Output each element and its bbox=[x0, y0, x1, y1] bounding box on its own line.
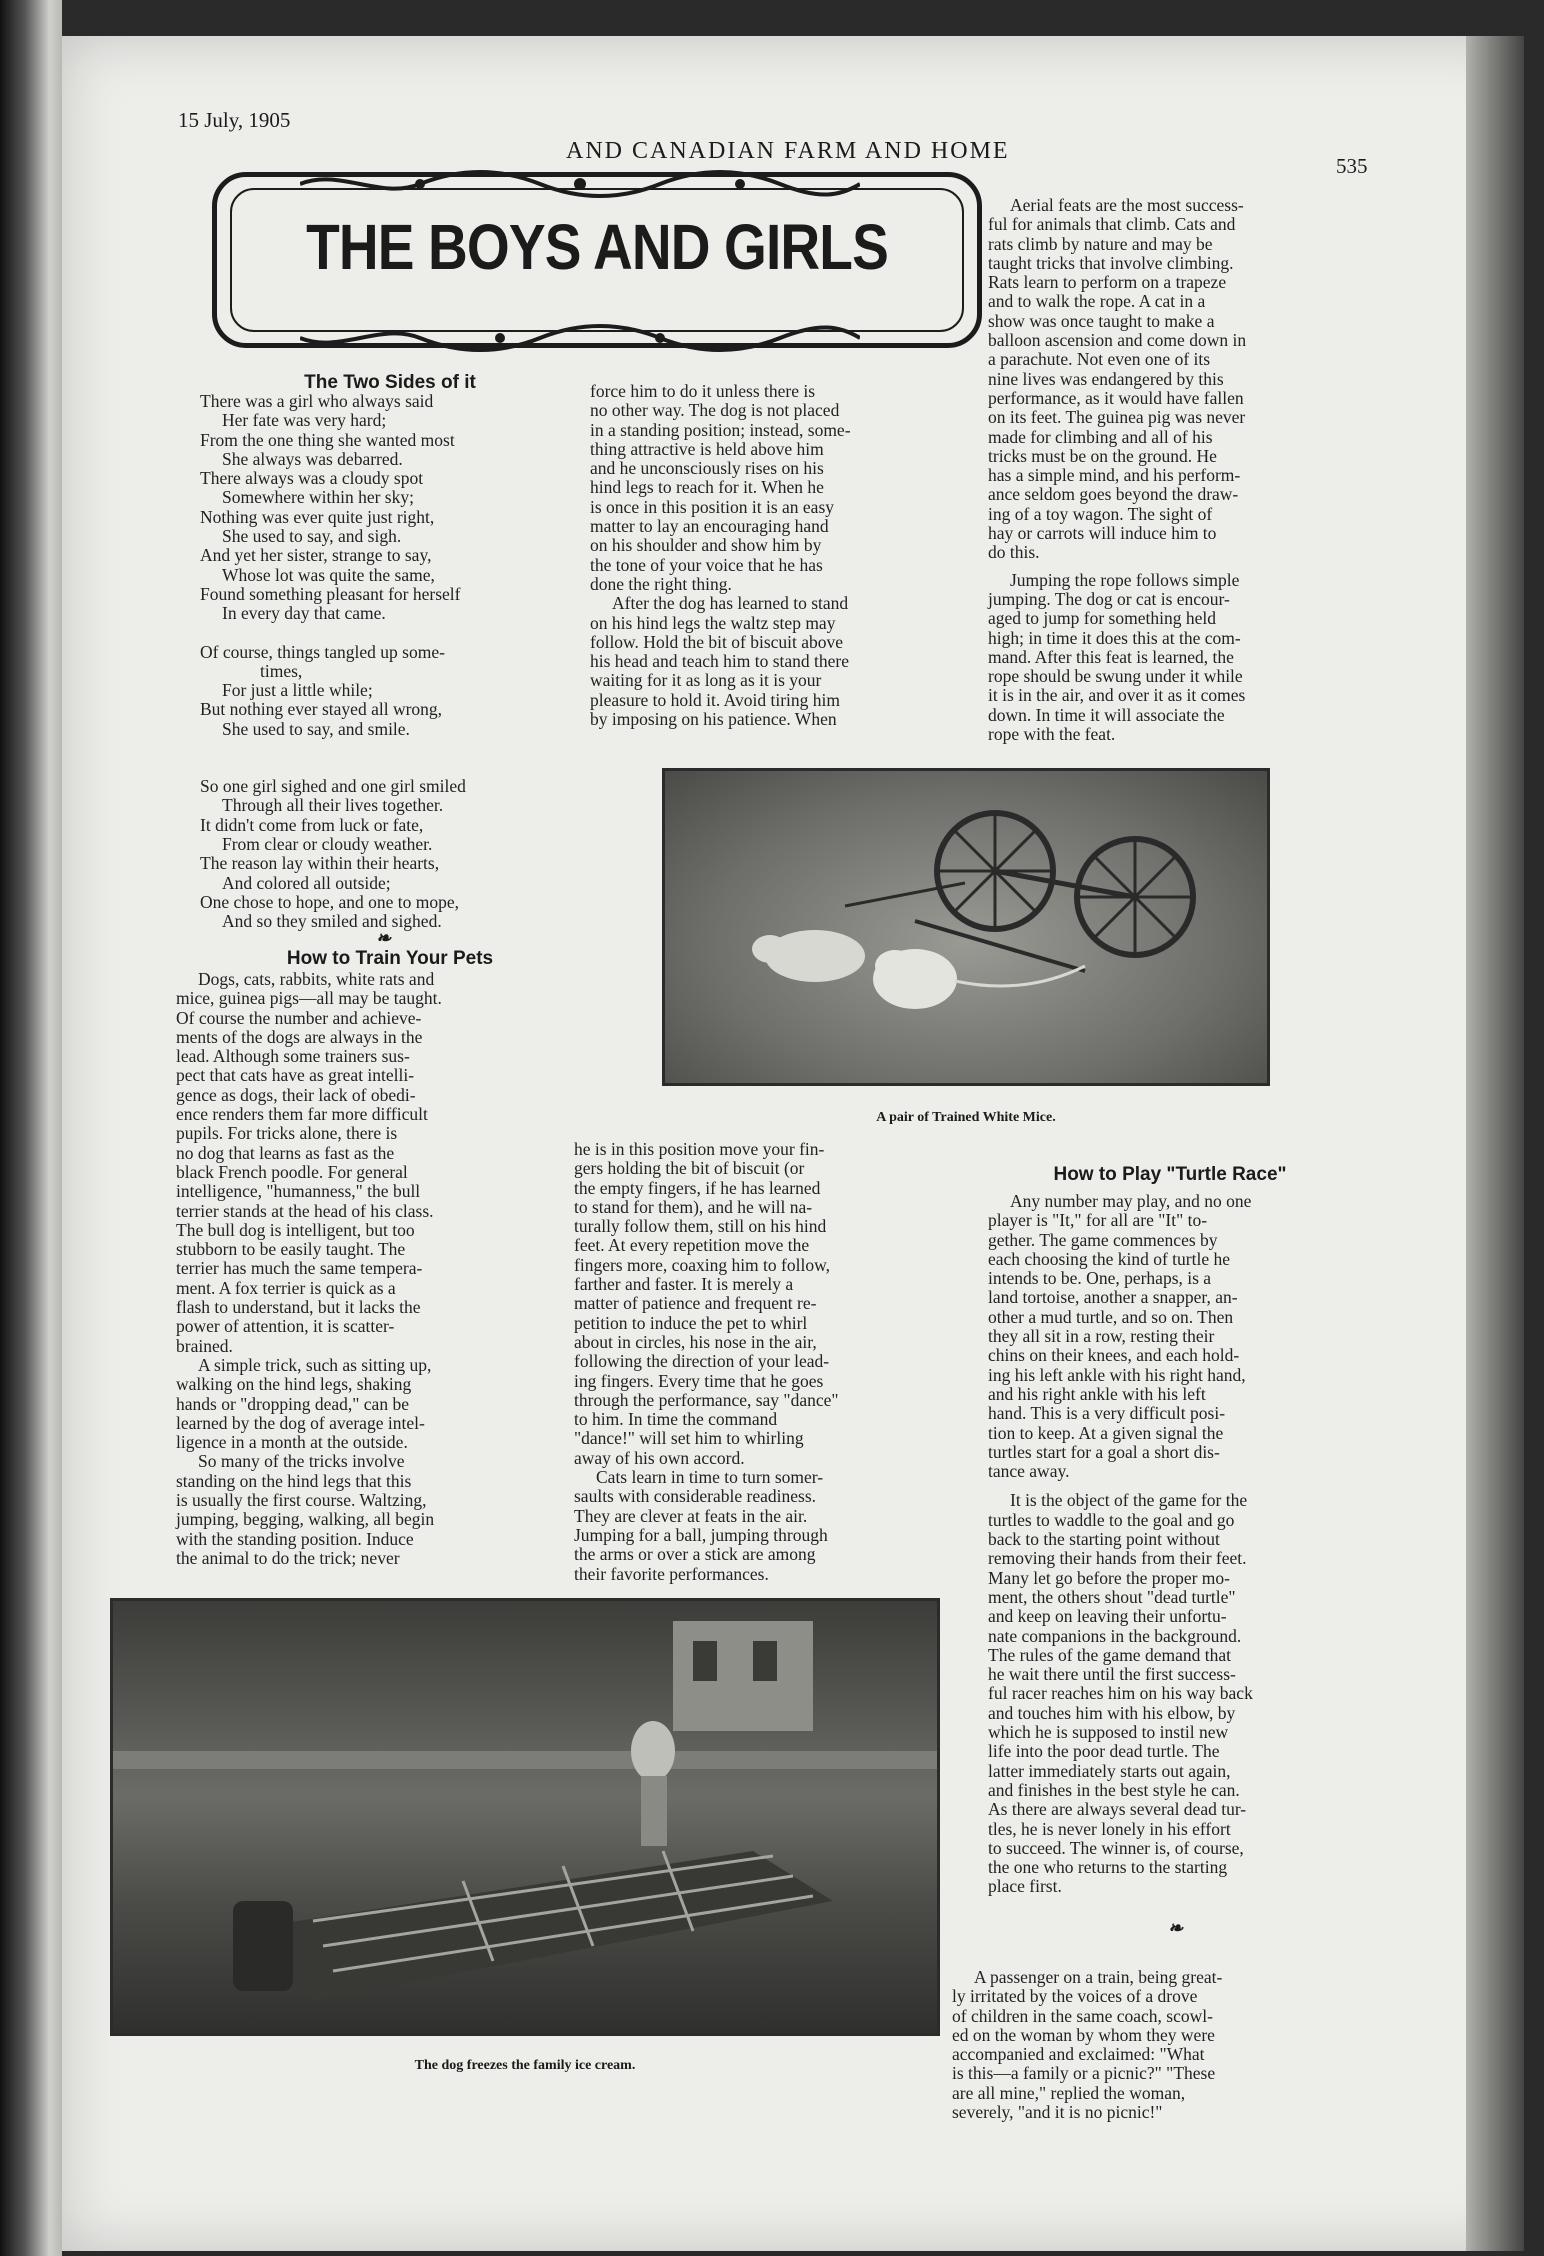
poem-line: The reason lay within their hearts, bbox=[200, 853, 440, 874]
text-line: the tone of your voice that he has bbox=[590, 554, 823, 575]
text-line: thing attractive is held above him bbox=[590, 438, 824, 459]
text-line: It is the object of the game for the bbox=[1010, 1490, 1248, 1511]
text-line: A passenger on a train, being great- bbox=[974, 1967, 1223, 1987]
poem-line: It didn't come from luck or fate, bbox=[200, 814, 424, 835]
text-line: saults with considerable readiness. bbox=[574, 1486, 817, 1507]
anecdote-column bbox=[952, 1968, 1324, 2122]
text-line: waiting for it as long as it is your bbox=[590, 670, 822, 691]
text-line: no dog that learns as fast as the bbox=[176, 1142, 395, 1163]
text-line: to succeed. The winner is, of course, bbox=[988, 1837, 1244, 1858]
text-line: So many of the tricks involve bbox=[198, 1451, 405, 1472]
text-line: following the direction of your lead- bbox=[574, 1351, 830, 1372]
text-line: gether. The game commences by bbox=[988, 1229, 1218, 1250]
text-line: As there are always several dead tur- bbox=[988, 1799, 1247, 1820]
mice-and-wagon-illustration bbox=[665, 771, 1267, 1083]
text-line: on his shoulder and show him by bbox=[590, 535, 822, 556]
turtle-race-heading: How to Play "Turtle Race" bbox=[1053, 1164, 1287, 1185]
text-line: nate companions in the background. bbox=[988, 1625, 1242, 1646]
text-line: flash to understand, but it lacks the bbox=[176, 1297, 421, 1318]
mice-photo bbox=[662, 768, 1270, 1086]
poem-line: One chose to hope, and one to mope, bbox=[200, 891, 460, 912]
text-line: removing their hands from their feet. bbox=[988, 1548, 1247, 1569]
text-line: walking on the hind legs, shaking bbox=[176, 1374, 412, 1395]
book-gutter-right bbox=[1466, 36, 1524, 2251]
text-line: petition to induce the pet to whirl bbox=[574, 1312, 808, 1333]
text-line: accompanied and exclaimed: "What bbox=[952, 2044, 1205, 2065]
text-line: which he is supposed to instil new bbox=[988, 1722, 1229, 1743]
text-line: his head and teach him to stand there bbox=[590, 651, 850, 672]
text-line: by imposing on his patience. When bbox=[590, 709, 837, 730]
text-line: on its feet. The guinea pig was never bbox=[988, 407, 1246, 428]
poem-line: She used to say, and sigh. bbox=[222, 526, 402, 547]
text-line: down. In time it will associate the bbox=[988, 704, 1225, 725]
text-line: aged to jump for something held bbox=[988, 608, 1216, 629]
poem-line: Of course, things tangled up some- bbox=[200, 641, 445, 662]
text-line: They are clever at feats in the air. bbox=[574, 1505, 808, 1526]
text-line: mice, guinea pigs—all may be taught. bbox=[176, 988, 442, 1009]
text-line: to stand for them), and he will na- bbox=[574, 1196, 813, 1217]
text-line: The rules of the game demand that bbox=[988, 1644, 1231, 1665]
section-banner-title: THE BOYS AND GIRLS bbox=[306, 211, 888, 283]
text-line: pupils. For tricks alone, there is bbox=[176, 1123, 398, 1144]
pets-column-1 bbox=[176, 970, 548, 1568]
text-line: and to walk the rope. A cat in a bbox=[988, 291, 1206, 312]
poem-line: In every day that came. bbox=[222, 603, 386, 624]
scroll-ornament-top bbox=[300, 166, 860, 202]
dog-photo-caption: The dog freezes the family ice cream. bbox=[414, 2058, 636, 2073]
text-line: tion to keep. At a given signal the bbox=[988, 1422, 1224, 1443]
poem-line: There always was a cloudy spot bbox=[200, 468, 424, 489]
mice-photo-caption: A pair of Trained White Mice. bbox=[876, 1110, 1056, 1125]
text-line: turtles start for a goal a short dis- bbox=[988, 1441, 1220, 1462]
book-spine-left bbox=[0, 0, 62, 2256]
text-line: rope should be swung under it while bbox=[988, 666, 1243, 687]
text-line: fingers more, coaxing him to follow, bbox=[574, 1254, 830, 1275]
text-line: the animal to do the trick; never bbox=[176, 1547, 400, 1568]
text-line: intelligence, "humanness," the bull bbox=[176, 1181, 421, 1202]
running-head: AND CANADIAN FARM AND HOME bbox=[566, 138, 1010, 164]
pets-column-2-top bbox=[590, 382, 962, 729]
text-line: he is in this position move your fin- bbox=[574, 1139, 825, 1159]
text-line: taught tricks that involve climbing. bbox=[988, 252, 1234, 273]
text-line: the empty fingers, if he has learned bbox=[574, 1177, 821, 1198]
text-line: A simple trick, such as sitting up, bbox=[198, 1354, 432, 1375]
text-line: pleasure to hold it. Avoid tiring him bbox=[590, 689, 840, 710]
poem-line: And colored all outside; bbox=[222, 872, 391, 893]
poem-line: Her fate was very hard; bbox=[222, 410, 387, 431]
text-line: player is "It," for all are "It" to- bbox=[988, 1210, 1208, 1231]
text-line: has a simple mind, and his perform- bbox=[988, 465, 1241, 486]
text-line: farther and faster. It is merely a bbox=[574, 1274, 794, 1295]
text-line: ence renders them far more difficult bbox=[176, 1104, 428, 1125]
text-line: show was once taught to make a bbox=[988, 310, 1215, 331]
text-line: matter to lay an encouraging hand bbox=[590, 516, 829, 537]
text-line: jumping. The dog or cat is encour- bbox=[988, 588, 1230, 609]
text-line: ly irritated by the voices of a drove bbox=[952, 1986, 1198, 2007]
text-line: and his right ankle with his left bbox=[988, 1383, 1206, 1404]
text-line: gers holding the bit of biscuit (or bbox=[574, 1158, 805, 1179]
text-line: ance seldom goes beyond the draw- bbox=[988, 484, 1239, 505]
text-line: away of his own accord. bbox=[574, 1447, 745, 1468]
text-line: Any number may play, and no one bbox=[1010, 1191, 1252, 1211]
text-line: their favorite performances. bbox=[574, 1563, 769, 1584]
text-line: done the right thing. bbox=[590, 573, 732, 594]
text-line: ed on the woman by whom they were bbox=[952, 2024, 1215, 2045]
text-line: turtles to waddle to the goal and go bbox=[988, 1509, 1235, 1530]
text-line: and touches him with his elbow, by bbox=[988, 1702, 1236, 1723]
text-line: performance, as it would have fallen bbox=[988, 387, 1244, 408]
text-line: turally follow them, still on his hind bbox=[574, 1216, 827, 1237]
text-line: of children in the same coach, scowl- bbox=[952, 2005, 1213, 2026]
poem-line: times, bbox=[260, 660, 303, 681]
text-line: power of attention, it is scatter- bbox=[176, 1316, 395, 1337]
text-line: ful racer reaches him on his way back bbox=[988, 1683, 1253, 1704]
text-line: tricks must be on the ground. He bbox=[988, 445, 1217, 466]
section-dingbat: ❧ bbox=[376, 928, 392, 948]
turtle-race-column bbox=[988, 1192, 1360, 1897]
text-line: Aerial feats are the most success- bbox=[1010, 195, 1244, 215]
poem-line: She always was debarred. bbox=[222, 448, 403, 469]
poem-block bbox=[200, 392, 580, 931]
text-line: other a mud turtle, and so on. Then bbox=[988, 1306, 1234, 1327]
text-line: they all sit in a row, resting their bbox=[988, 1326, 1215, 1347]
text-line: he wait there until the first success- bbox=[988, 1664, 1236, 1685]
text-line: gence as dogs, their lack of obedi- bbox=[176, 1084, 416, 1105]
text-line: ligence in a month at the outside. bbox=[176, 1432, 408, 1453]
text-line: and keep on leaving their unfortu- bbox=[988, 1606, 1227, 1627]
text-line: in a standing position; instead, some- bbox=[590, 419, 851, 440]
text-line: Rats learn to perform on a trapeze bbox=[988, 272, 1227, 293]
dog-with-ice-cream-freezer-illustration bbox=[113, 1601, 937, 2033]
section-dingbat: ❧ bbox=[1168, 1918, 1184, 1938]
poem-line: But nothing ever stayed all wrong, bbox=[200, 699, 443, 720]
issue-date: 15 July, 1905 bbox=[178, 108, 291, 132]
text-line: rats climb by nature and may be bbox=[988, 233, 1213, 254]
text-line: ful for animals that climb. Cats and bbox=[988, 214, 1236, 235]
poem-line: There was a girl who always said bbox=[200, 391, 434, 411]
text-line: latter immediately starts out again, bbox=[988, 1760, 1231, 1781]
poem-line: Found something pleasant for herself bbox=[200, 583, 461, 604]
text-line: high; in time it does this at the com- bbox=[988, 627, 1241, 648]
text-line: learned by the dog of average intel- bbox=[176, 1412, 425, 1433]
poem-line: Through all their lives together. bbox=[222, 795, 444, 816]
text-line: is usually the first course. Waltzing, bbox=[176, 1490, 427, 1511]
text-line: nine lives was endangered by this bbox=[988, 368, 1224, 389]
text-line: a parachute. Not even one of its bbox=[988, 349, 1211, 370]
text-line: the arms or over a stick are among bbox=[574, 1544, 816, 1565]
text-line: brained. bbox=[176, 1335, 233, 1356]
text-line: Jumping for a ball, jumping through bbox=[574, 1524, 828, 1545]
text-line: hand. This is a very difficult posi- bbox=[988, 1403, 1226, 1424]
text-line: ment. A fox terrier is quick as a bbox=[176, 1277, 396, 1298]
text-line: force him to do it unless there is bbox=[590, 381, 816, 401]
poem-line: She used to say, and smile. bbox=[222, 718, 410, 739]
text-line: mand. After this feat is learned, the bbox=[988, 646, 1234, 667]
text-line: terrier stands at the head of his class. bbox=[176, 1200, 434, 1221]
text-line: pect that cats have as great intelli- bbox=[176, 1065, 415, 1086]
page-number: 535 bbox=[1336, 154, 1368, 178]
text-line: ments of the dogs are always in the bbox=[176, 1026, 423, 1047]
text-line: balloon ascension and come down in bbox=[988, 330, 1247, 351]
text-line: stubborn to be easily taught. The bbox=[176, 1239, 406, 1260]
text-line: ing of a toy wagon. The sight of bbox=[988, 503, 1213, 524]
pets-heading: How to Train Your Pets bbox=[286, 948, 494, 969]
text-line: are all mine," replied the woman, bbox=[952, 2082, 1186, 2103]
poem-line: Nothing was ever quite just right, bbox=[200, 506, 435, 527]
dog-photo bbox=[110, 1598, 940, 2036]
poem-line: And so they smiled and sighed. bbox=[222, 911, 442, 932]
text-line: no other way. The dog is not placed bbox=[590, 400, 840, 421]
text-line: jumping, begging, walking, all begin bbox=[176, 1509, 435, 1530]
text-line: standing on the hind legs that this bbox=[176, 1470, 412, 1491]
text-line: ment, the others shout "dead turtle" bbox=[988, 1586, 1236, 1607]
poem-line: Whose lot was quite the same, bbox=[222, 564, 435, 585]
text-line: back to the starting point without bbox=[988, 1529, 1220, 1550]
text-line: is this—a family or a picnic?" "These bbox=[952, 2063, 1216, 2084]
text-line: and finishes in the best style he can. bbox=[988, 1779, 1240, 1800]
poem-line: From the one thing she wanted most bbox=[200, 429, 455, 450]
text-line: land tortoise, another a snapper, an- bbox=[988, 1287, 1238, 1308]
text-line: terrier has much the same tempera- bbox=[176, 1258, 423, 1279]
text-line: place first. bbox=[988, 1876, 1062, 1897]
text-line: made for climbing and all of his bbox=[988, 426, 1213, 447]
text-line: severely, "and it is no picnic!" bbox=[952, 2102, 1163, 2123]
text-line: hands or "dropping dead," can be bbox=[176, 1393, 409, 1414]
text-line: lead. Although some trainers sus- bbox=[176, 1046, 410, 1067]
text-line: rope with the feat. bbox=[988, 724, 1116, 745]
poem-line: From clear or cloudy weather. bbox=[222, 833, 433, 854]
poem-line: And yet her sister, strange to say, bbox=[200, 545, 432, 566]
text-line: matter of patience and frequent re- bbox=[574, 1293, 817, 1314]
text-line: ing his left ankle with his right hand, bbox=[988, 1364, 1246, 1385]
text-line: Of course the number and achieve- bbox=[176, 1007, 422, 1028]
text-line: "dance!" will set him to whirling bbox=[574, 1428, 804, 1449]
poem-line: So one girl sighed and one girl smiled bbox=[200, 776, 466, 797]
text-line: Many let go before the proper mo- bbox=[988, 1567, 1231, 1588]
poem-line: Somewhere within her sky; bbox=[222, 487, 414, 508]
text-line: After the dog has learned to stand bbox=[612, 593, 849, 614]
text-line: ing fingers. Every time that he goes bbox=[574, 1370, 824, 1391]
text-line: intends to be. One, perhaps, is a bbox=[988, 1268, 1212, 1289]
pets-column-3-top bbox=[988, 196, 1360, 744]
text-line: Cats learn in time to turn somer- bbox=[596, 1467, 824, 1488]
text-line: The bull dog is intelligent, but too bbox=[176, 1219, 415, 1240]
text-line: the one who returns to the starting bbox=[988, 1857, 1228, 1878]
text-line: each choosing the kind of turtle he bbox=[988, 1248, 1231, 1269]
text-line: and he unconsciously rises on his bbox=[590, 458, 824, 479]
text-line: hind legs to reach for it. When he bbox=[590, 477, 824, 498]
text-line: Dogs, cats, rabbits, white rats and bbox=[198, 969, 435, 989]
text-line: with the standing position. Induce bbox=[176, 1528, 414, 1549]
pets-column-2-bottom bbox=[574, 1140, 954, 1584]
text-line: life into the poor dead turtle. The bbox=[988, 1741, 1220, 1762]
text-line: feet. At every repetition move the bbox=[574, 1235, 810, 1256]
text-line: is once in this position it is an easy bbox=[590, 496, 835, 517]
text-line: tance away. bbox=[988, 1461, 1070, 1482]
text-line: Jumping the rope follows simple bbox=[1010, 569, 1240, 590]
scroll-ornament-bottom bbox=[300, 320, 860, 356]
text-line: follow. Hold the bit of biscuit above bbox=[590, 631, 844, 652]
text-line: on his hind legs the waltz step may bbox=[590, 612, 836, 633]
text-line: tles, he is never lonely in his effort bbox=[988, 1818, 1231, 1839]
text-line: chins on their knees, and each hold- bbox=[988, 1345, 1240, 1366]
text-line: black French poodle. For general bbox=[176, 1161, 408, 1182]
text-line: do this. bbox=[988, 542, 1040, 563]
text-line: about in circles, his nose in the air, bbox=[574, 1331, 817, 1352]
text-line: through the performance, say "dance" bbox=[574, 1389, 839, 1410]
text-line: to him. In time the command bbox=[574, 1409, 778, 1430]
text-line: hay or carrots will induce him to bbox=[988, 523, 1217, 544]
poem-line: For just a little while; bbox=[222, 680, 373, 701]
poem-heading: The Two Sides of it bbox=[304, 372, 476, 393]
text-line: it is in the air, and over it as it comes bbox=[988, 685, 1246, 706]
